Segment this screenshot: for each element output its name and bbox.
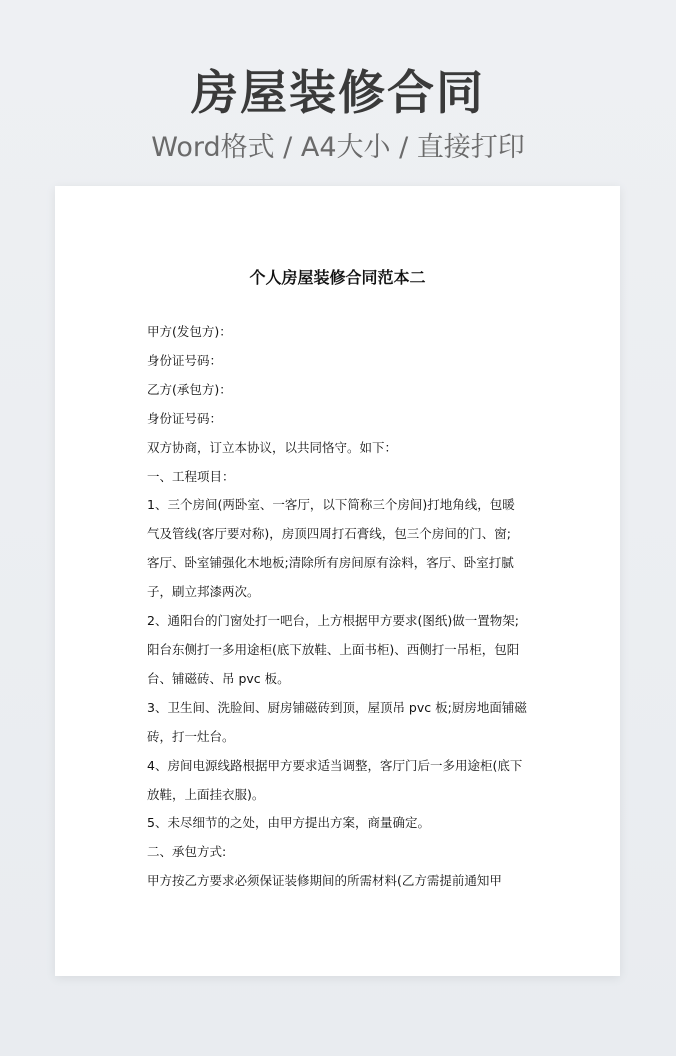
document-line: 二、承包方式:	[147, 844, 227, 860]
document-title: 个人房屋装修合同范本二	[249, 268, 426, 287]
document-line: 1、三个房间(两卧室、一客厅，以下简称三个房间)打地角线，包暖	[147, 497, 515, 513]
document-line: 身份证号码：	[147, 352, 223, 368]
document-line: 身份证号码：	[147, 410, 223, 426]
document-line: 子，刷立邦漆两次。	[147, 584, 260, 600]
document-line: 2、通阳台的门窗处打一吧台，上方根据甲方要求(图纸)做一置物架;	[147, 613, 519, 629]
document-line: 放鞋，上面挂衣服)。	[147, 786, 265, 802]
document-line: 3、卫生间、洗脸间、厨房铺磁砖到顶，屋顶吊 pvc 板;厨房地面铺磁	[147, 699, 527, 715]
document-line: 阳台东侧打一多用途柜(底下放鞋、上面书柜)、西侧打一吊柜，包阳	[147, 641, 520, 657]
page-title: 房屋装修合同	[191, 66, 485, 121]
page-header	[0, 62, 676, 166]
document-line: 甲方(发包方)：	[147, 324, 232, 339]
document-body	[147, 318, 531, 896]
document-line: 5、未尽细节的之处，由甲方提出方案，商量确定。	[147, 815, 430, 831]
document-line: 气及管线(客厅要对称)，房顶四周打石膏线，包三个房间的门、窗;	[147, 526, 511, 542]
document-line: 一、工程项目：	[147, 468, 235, 484]
document-line: 甲方按乙方要求必须保证装修期间的所需材料(乙方需提前通知甲	[147, 873, 502, 889]
document-line: 双方协商，订立本协议，以共同恪守。如下：	[147, 439, 398, 455]
document-line: 砖，打一灶台。	[147, 728, 235, 744]
page-subtitle: Word格式 / A4大小 / 直接打印	[151, 132, 525, 163]
document-line: 4、房间电源线路根据甲方要求适当调整，客厅门后一多用途柜(底下	[147, 757, 523, 773]
document-page	[55, 186, 620, 976]
document-line: 客厅、卧室铺强化木地板;清除所有房间原有涂料，客厅、卧室打腻	[147, 555, 514, 571]
document-line: 台、铺磁砖、吊 pvc 板。	[147, 670, 290, 686]
document-line: 乙方(承包方)：	[147, 381, 232, 397]
